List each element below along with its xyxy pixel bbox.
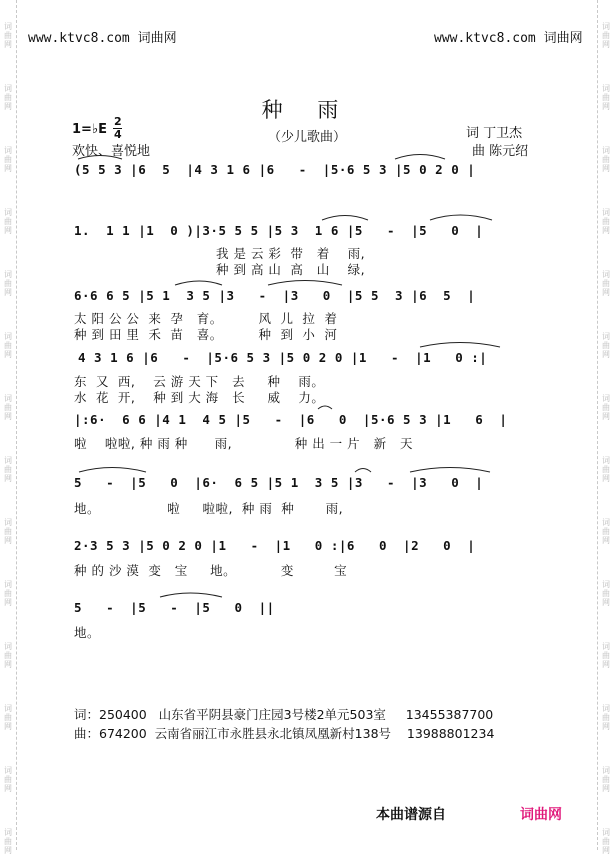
score-row-7-notes: 2·3 5 3 |5 0 2 0 |1 - |1 0 :|6 0 |2 0 | — [74, 538, 476, 553]
time-signature-top: 2 — [114, 115, 122, 128]
time-signature-bottom: 4 — [114, 128, 122, 141]
score-row-8-lyric: 地。 — [74, 625, 101, 640]
watermark-text: 词 曲 网 — [4, 580, 12, 607]
slur-mark — [160, 593, 222, 597]
score-row-4-lyric-2: 水 花 开, 种 到 大 海 长 威 力。 — [74, 390, 325, 405]
score-row-5-lyric: 啦 啦啦, 种 雨 种 雨, 种 出 一 片 新 天 — [74, 436, 413, 451]
score-row-5-notes: |:6· 6 6 |4 1 4 5 |5 - |6 0 |5·6 5 3 |1 6 | — [74, 412, 508, 427]
watermark-text: 词 曲 网 — [4, 518, 12, 545]
watermark-text: 词 曲 网 — [4, 84, 12, 111]
song-title: 种 雨 — [261, 98, 353, 122]
watermark-text: 词 曲 网 — [602, 828, 610, 855]
slur-mark — [268, 281, 342, 286]
watermark-text: 词 曲 网 — [4, 642, 12, 669]
watermark-text: 词 曲 网 — [4, 22, 12, 49]
watermark-text: 词 曲 网 — [602, 22, 610, 49]
watermark-text: 词 曲 网 — [4, 332, 12, 359]
watermark-text: 词 曲 网 — [602, 146, 610, 173]
watermark-text: 词 曲 网 — [602, 766, 610, 793]
score-row-2-lyric-2: 种 到 高 山 高 山 绿, — [216, 262, 366, 277]
score-row-3-lyric-1: 太 阳 公 公 来 孕 育。 风 儿 拉 着 — [74, 311, 338, 326]
slur-mark — [355, 469, 371, 473]
watermark-text: 词 曲 网 — [602, 518, 610, 545]
score-row-4-lyric-1: 东 又 西, 云 游 天 下 去 种 雨。 — [74, 374, 325, 389]
tempo-marking: 欢快、喜悦地 — [72, 144, 151, 159]
slur-mark — [175, 281, 222, 285]
score-row-6-lyric: 地。 啦 啦啦, 种 雨 种 雨, — [74, 501, 344, 516]
score-row-1-notes: (5 5 3 |6 5 |4 3 1 6 |6 - |5·6 5 3 |5 0 2 0 | — [74, 162, 476, 177]
slur-mark — [78, 156, 122, 160]
site-mark-left[interactable]: www.ktvc8.com 词曲网 — [28, 31, 177, 46]
watermark-text: 词 曲 网 — [602, 84, 610, 111]
slur-mark — [79, 468, 146, 473]
watermark-text: 词 曲 网 — [602, 394, 610, 421]
lyricist-credit: 词 丁卫杰 — [466, 126, 523, 141]
source-site-link[interactable]: 词曲网 — [520, 807, 562, 823]
score-row-7-lyric: 种 的 沙 漠 变 宝 地。 变 宝 — [74, 563, 348, 578]
lyricist-contact: 词：250400 山东省平阴县豪门庄园3号楼2单元503室 13455387700 — [74, 707, 494, 722]
watermark-text: 词 曲 网 — [602, 270, 610, 297]
score-row-4-notes: 4 3 1 6 |6 - |5·6 5 3 |5 0 2 0 |1 - |1 0 :| — [78, 350, 488, 365]
slur-mark — [318, 406, 332, 409]
song-subtitle: （少儿歌曲） — [267, 130, 346, 145]
slur-mark — [420, 343, 500, 348]
watermark-text: 词 曲 网 — [602, 208, 610, 235]
score-row-2-notes: 1. 1 1 |1 0 )|3·5 5 5 |5 3 1 6 |5 - |5 0 | — [74, 223, 484, 238]
watermark-text: 词 曲 网 — [4, 456, 12, 483]
watermark-text: 词 曲 网 — [4, 270, 12, 297]
slur-mark — [322, 216, 368, 221]
watermark-text: 词 曲 网 — [602, 642, 610, 669]
watermark-text: 词 曲 网 — [602, 704, 610, 731]
slur-mark — [430, 215, 492, 220]
source-label: 本曲谱源自 — [376, 807, 446, 823]
watermark-text: 词 曲 网 — [4, 146, 12, 173]
watermark-text: 词 曲 网 — [602, 332, 610, 359]
watermark-text: 词 曲 网 — [602, 456, 610, 483]
watermark-text: 词 曲 网 — [4, 208, 12, 235]
watermark-text: 词 曲 网 — [4, 704, 12, 731]
score-row-3-lyric-2: 种 到 田 里 禾 苗 喜。 种 到 小 河 — [74, 327, 338, 342]
score-row-3-notes: 6·6 6 5 |5 1 3 5 |3 - |3 0 |5 5 3 |6 5 | — [74, 288, 476, 303]
key-signature: 1=♭E — [72, 122, 107, 137]
watermark-text: 词 曲 网 — [4, 394, 12, 421]
composer-contact: 曲：674200 云南省丽江市永胜县永北镇凤凰新村138号 13988801234 — [74, 726, 495, 741]
score-row-8-notes: 5 - |5 - |5 0 || — [74, 600, 275, 615]
watermark-text: 词 曲 网 — [4, 828, 12, 855]
composer-credit: 曲 陈元绍 — [472, 144, 529, 159]
score-row-6-notes: 5 - |5 0 |6· 6 5 |5 1 3 5 |3 - |3 0 | — [74, 475, 484, 490]
slur-mark — [395, 155, 445, 160]
score-row-2-lyric-1: 我 是 云 彩 带 着 雨, — [216, 246, 366, 261]
watermark-text: 词 曲 网 — [602, 580, 610, 607]
watermark-text: 词 曲 网 — [4, 766, 12, 793]
slur-mark — [410, 468, 490, 473]
site-mark-right[interactable]: www.ktvc8.com 词曲网 — [434, 31, 583, 46]
